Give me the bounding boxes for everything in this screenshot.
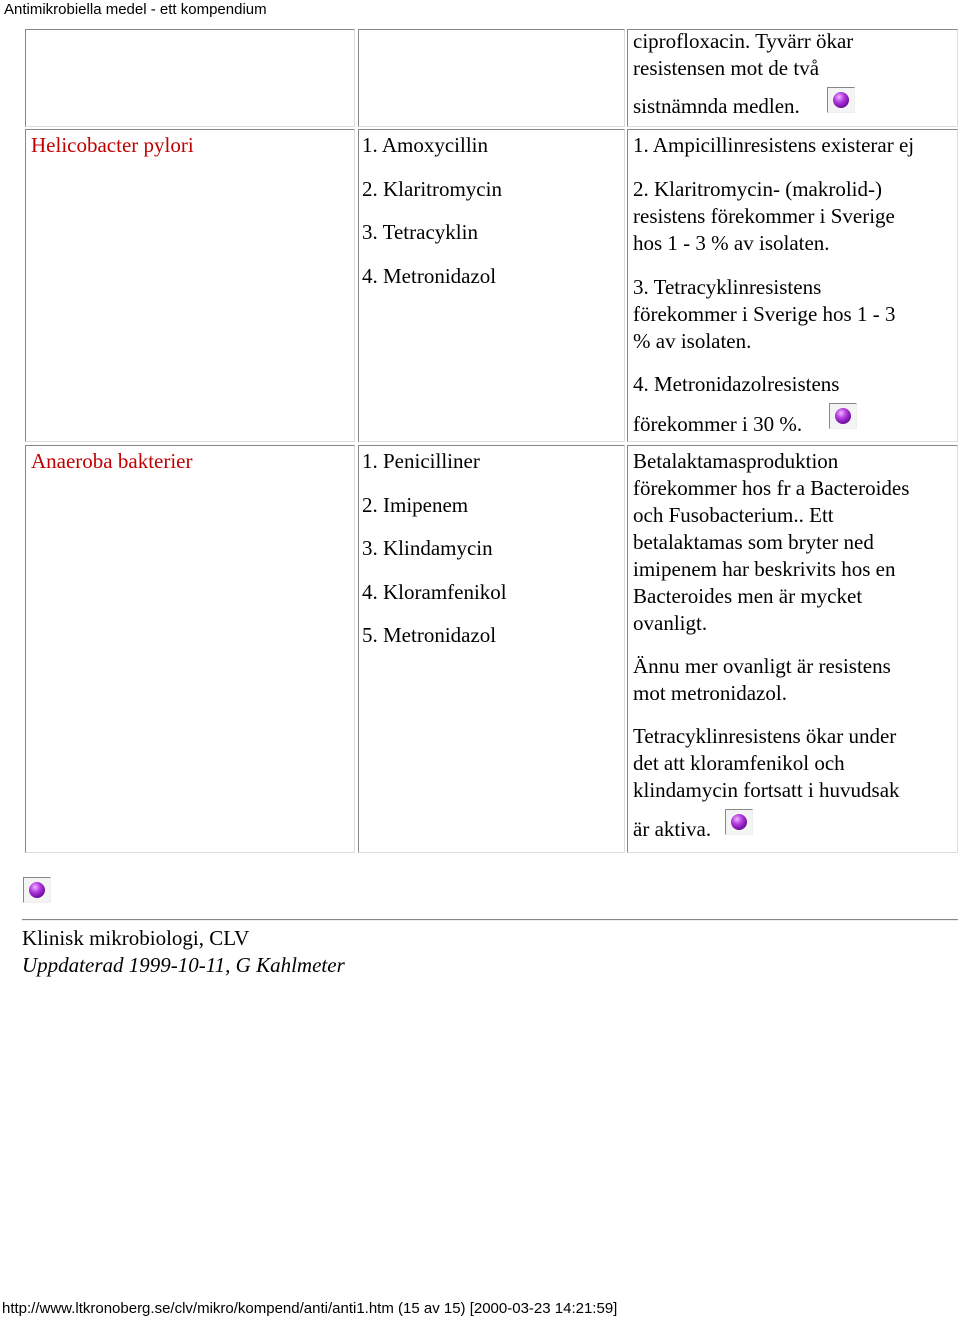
- note-line: resistensen mot de två: [633, 56, 820, 80]
- purple-ball-icon[interactable]: [23, 877, 51, 903]
- drug-item: 4. Kloramfenikol: [362, 580, 507, 604]
- drug-item: 1. Amoxycillin: [362, 133, 488, 157]
- note-line: mot metronidazol.: [633, 681, 787, 705]
- table-cell-notes: [627, 129, 958, 442]
- drug-item: 5. Metronidazol: [362, 623, 497, 647]
- table-cell-notes: [627, 29, 958, 127]
- table-cell-empty: [358, 29, 625, 127]
- table-cell-organism: [25, 129, 355, 442]
- drug-item: 4. Metronidazol: [362, 264, 497, 288]
- note-line: 4. Metronidazolresistens: [633, 372, 840, 396]
- updated-line: Uppdaterad 1999-10-11, G Kahlmeter: [22, 953, 345, 977]
- note-line: klindamycin fortsatt i huvudsak: [633, 778, 900, 802]
- table-cell-organism: [25, 445, 355, 853]
- note-line: 2. Klaritromycin- (makrolid-): [633, 177, 883, 201]
- table-cell-drugs: [358, 129, 625, 442]
- organism-label: Helicobacter pylori: [31, 133, 194, 157]
- drug-item: 3. Klindamycin: [362, 536, 493, 560]
- note-line: resistens förekommer i Sverige: [633, 204, 895, 228]
- footer-block: [22, 925, 345, 979]
- antibiotics-table: [22, 29, 958, 853]
- note-line: är aktiva.: [633, 817, 712, 841]
- note-line: betalaktamas som bryter ned: [633, 530, 874, 554]
- table-cell-drugs: [358, 445, 625, 853]
- organization-name: Klinisk mikrobiologi, CLV: [22, 926, 250, 950]
- horizontal-rule: [22, 919, 958, 921]
- drug-item: 2. Klaritromycin: [362, 177, 502, 201]
- note-line: sistnämnda medlen.: [633, 94, 800, 118]
- note-line: ciprofloxacin. Tyvärr ökar: [633, 29, 854, 53]
- note-line: imipenem har beskrivits hos en: [633, 557, 896, 581]
- purple-ball-icon[interactable]: [829, 403, 857, 429]
- note-line: 3. Tetracyklinresistens: [633, 275, 822, 299]
- drug-item: 3. Tetracyklin: [362, 220, 478, 244]
- organism-label: Anaeroba bakterier: [31, 449, 193, 473]
- note-line: Ännu mer ovanligt är resistens: [633, 654, 891, 678]
- page-footer-url: http://www.ltkronoberg.se/clv/mikro/kompend/anti/anti1.htm (15 av 15) [2000-03-23 14:21:59]: [2, 1300, 618, 1317]
- drug-item: 1. Penicilliner: [362, 449, 480, 473]
- page-header-title: Antimikrobiella medel - ett kompendium: [4, 1, 267, 18]
- note-line: förekommer i Sverige hos 1 - 3: [633, 302, 896, 326]
- purple-ball-icon[interactable]: [827, 87, 855, 113]
- note-line: ovanligt.: [633, 611, 708, 635]
- note-line: förekommer hos fr a Bacteroides: [633, 476, 910, 500]
- note-line: och Fusobacterium.. Ett: [633, 503, 834, 527]
- note-line: Bacteroides men är mycket: [633, 584, 863, 608]
- purple-ball-icon[interactable]: [725, 809, 753, 835]
- note-line: Tetracyklinresistens ökar under: [633, 724, 897, 748]
- note-line: 1. Ampicillinresistens existerar ej: [633, 133, 915, 157]
- drug-item: 2. Imipenem: [362, 493, 469, 517]
- table-cell-empty: [25, 29, 355, 127]
- note-line: hos 1 - 3 % av isolaten.: [633, 231, 830, 255]
- table-cell-notes: [627, 445, 958, 853]
- note-line: % av isolaten.: [633, 329, 752, 353]
- note-line: det att kloramfenikol och: [633, 751, 845, 775]
- note-line: Betalaktamasproduktion: [633, 449, 839, 473]
- note-line: förekommer i 30 %.: [633, 412, 803, 436]
